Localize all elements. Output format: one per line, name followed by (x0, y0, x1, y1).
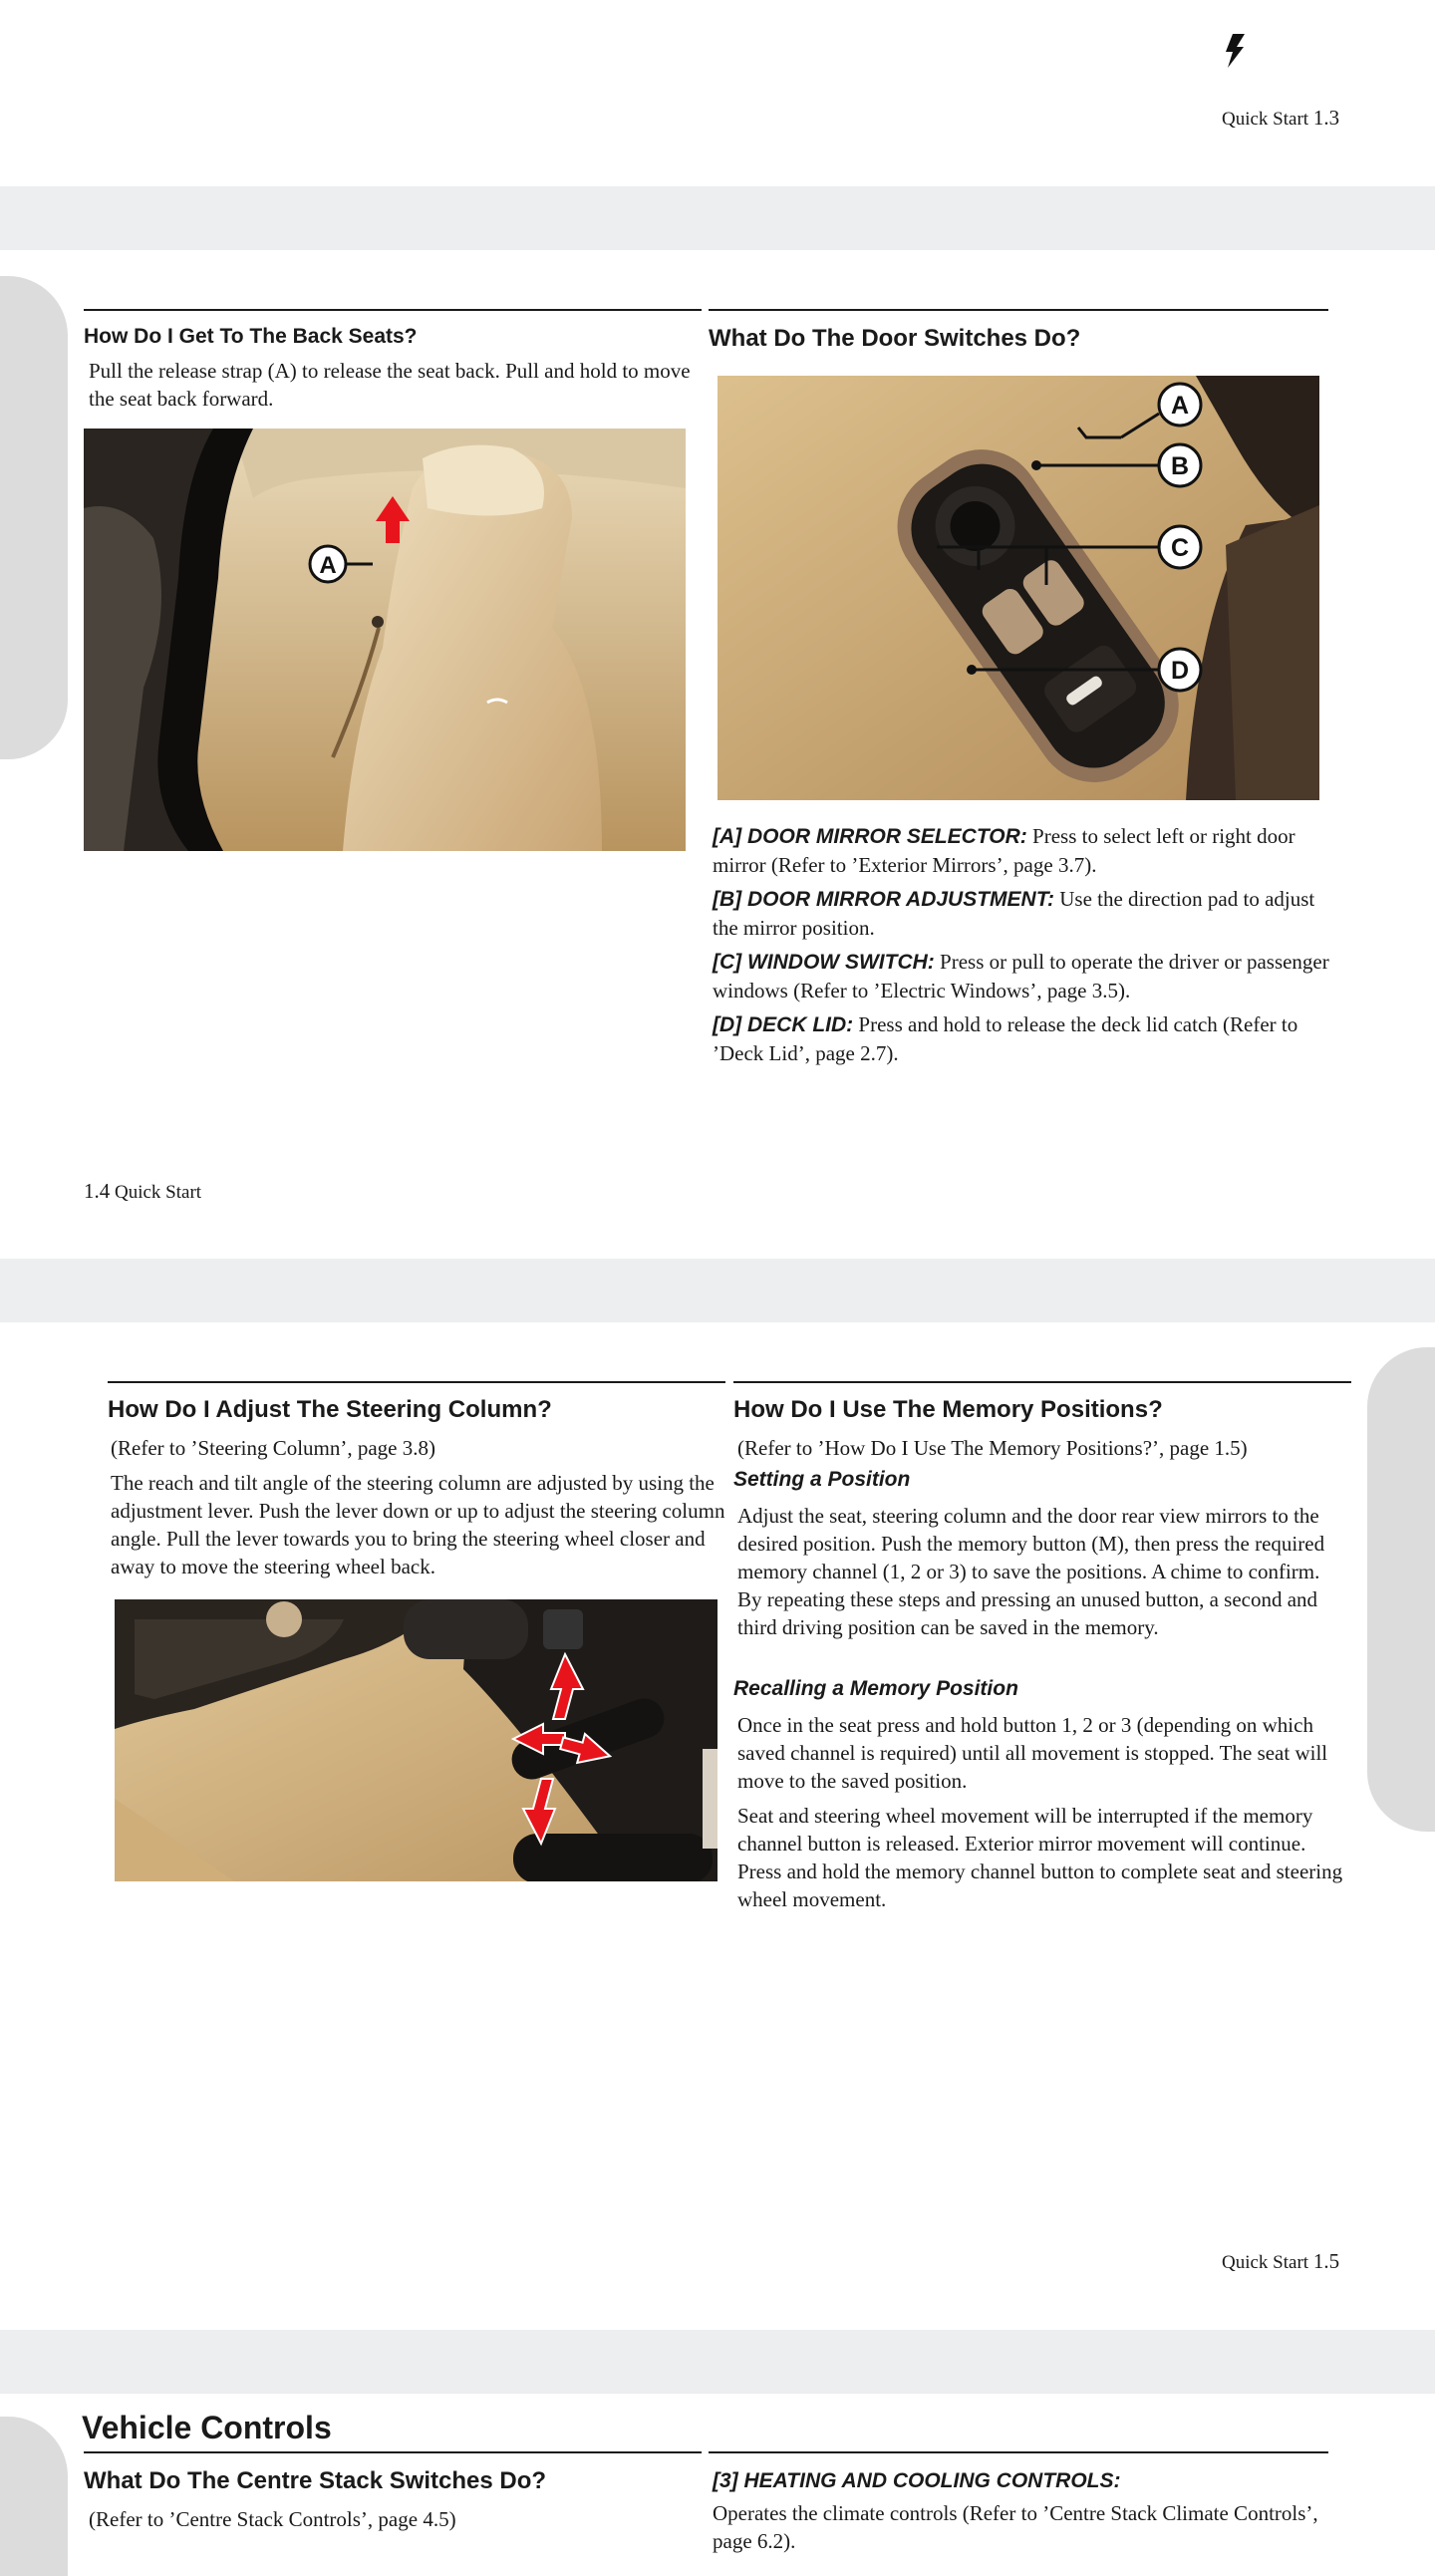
callout-a: A (319, 552, 337, 579)
heating-text: Operates the climate controls (Refer to ’Centre Stack Climate Controls’, page 6.2). (713, 2501, 1318, 2553)
section-rule (84, 309, 702, 311)
callout-a: A (1170, 392, 1190, 420)
page-number-header (1222, 2249, 1339, 2274)
page-label-text: Quick Start (1222, 2252, 1309, 2273)
page-label-text: Quick Start (115, 1182, 202, 1203)
page-label-number: 1.4 (84, 1179, 111, 1203)
interrupt-text: Seat and steering wheel movement will be interrupted if the memory channel button is released. Exterior mirror movement will continue. Press and hold the memory channel button to complete seat and steering wheel movement. (737, 1804, 1343, 1911)
recall-position-text: Once in the seat press and hold button 1, 2 or 3 (depending on which saved channel is required) until all movement is stopped. The seat will move to the saved position. (737, 1713, 1328, 1793)
item-text: Press or pull to operate the driver or passenger windows (Refer to ’Electric Windows’, page 3.5). (713, 950, 1329, 1002)
page-edge-tab (0, 276, 68, 759)
page-edge-tab (1367, 1347, 1435, 1832)
door-switch-item (713, 1010, 1330, 1067)
page-number-header (1222, 106, 1339, 131)
item-text: Use the direction pad to adjust the mirror position. (713, 887, 1315, 940)
item-text: Press to select left or right door mirror (Refer to ’Exterior Mirrors’, page 3.7). (713, 824, 1295, 877)
page-label-number: 1.5 (1312, 2249, 1340, 2273)
page-separator (0, 2330, 1435, 2394)
section-rule (733, 1381, 1351, 1383)
item-label: [B] DOOR MIRROR ADJUSTMENT: (713, 888, 1054, 911)
steering-ref: (Refer to ’Steering Column’, page 3.8) (111, 1436, 435, 1460)
page-number-footer (84, 1179, 201, 1204)
steering-heading: How Do I Adjust The Steering Column? (108, 1396, 552, 1423)
memory-heading: How Do I Use The Memory Positions? (733, 1396, 1163, 1423)
door-switches-image (718, 376, 1319, 800)
back-seats-heading: How Do I Get To The Back Seats? (84, 325, 418, 348)
callout-c: C (1170, 534, 1190, 562)
centre-stack-heading: What Do The Centre Stack Switches Do? (84, 2467, 547, 2494)
section-title: Vehicle Controls (82, 2410, 332, 2445)
page-label-number: 1.3 (1312, 106, 1340, 130)
item-text: Press and hold to release the deck lid catch (Refer to ’Deck Lid’, page 2.7). (713, 1012, 1298, 1065)
recall-position-heading: Recalling a Memory Position (733, 1677, 1018, 1700)
door-switch-descriptions (713, 822, 1330, 1067)
callout-b: B (1170, 452, 1190, 480)
section-rule (709, 309, 1328, 311)
setting-position-text: Adjust the seat, steering column and the door rear view mirrors to the desired position. Push the memory button (M), then press the required memory channel (1, 2 or 3) to save the positions. A chime to confirm. By repeating these steps and pressing an unused button, a second and third driving position can be saved in the memory. (737, 1504, 1325, 1639)
callout-d: D (1170, 657, 1190, 685)
door-switches-heading: What Do The Door Switches Do? (709, 325, 1081, 352)
steering-column-image (115, 1599, 718, 1881)
page-separator (0, 1259, 1435, 1322)
heating-label: [3] HEATING AND COOLING CONTROLS: (713, 2469, 1121, 2492)
door-switch-item (713, 822, 1330, 879)
door-switch-item (713, 948, 1330, 1004)
centre-stack-ref: (Refer to ’Centre Stack Controls’, page 4.5) (89, 2507, 456, 2531)
section-rule (709, 2451, 1328, 2453)
item-label: [D] DECK LID: (713, 1013, 854, 1036)
section-rule (84, 2451, 702, 2453)
steering-text: The reach and tilt angle of the steering column are adjusted by using the adjustment lever. Push the lever down or up to adjust the steering column angle. Pull the lever towards you to bring the steering wheel closer and away to move the steering wheel back. (111, 1471, 725, 1578)
page-label-text: Quick Start (1222, 109, 1309, 130)
setting-position-heading: Setting a Position (733, 1468, 911, 1491)
page-edge-tab (0, 2417, 68, 2576)
page-separator (0, 186, 1435, 250)
lightning-bolt-icon (1224, 34, 1246, 68)
memory-ref: (Refer to ’How Do I Use The Memory Positions?’, page 1.5) (737, 1436, 1248, 1460)
back-seats-text: Pull the release strap (A) to release the seat back. Pull and hold to move the seat back forward. (89, 359, 691, 411)
door-switch-item (713, 885, 1330, 942)
item-label: [A] DOOR MIRROR SELECTOR: (713, 825, 1027, 848)
item-label: [C] WINDOW SWITCH: (713, 951, 935, 974)
back-seat-image (84, 429, 686, 851)
section-rule (108, 1381, 725, 1383)
